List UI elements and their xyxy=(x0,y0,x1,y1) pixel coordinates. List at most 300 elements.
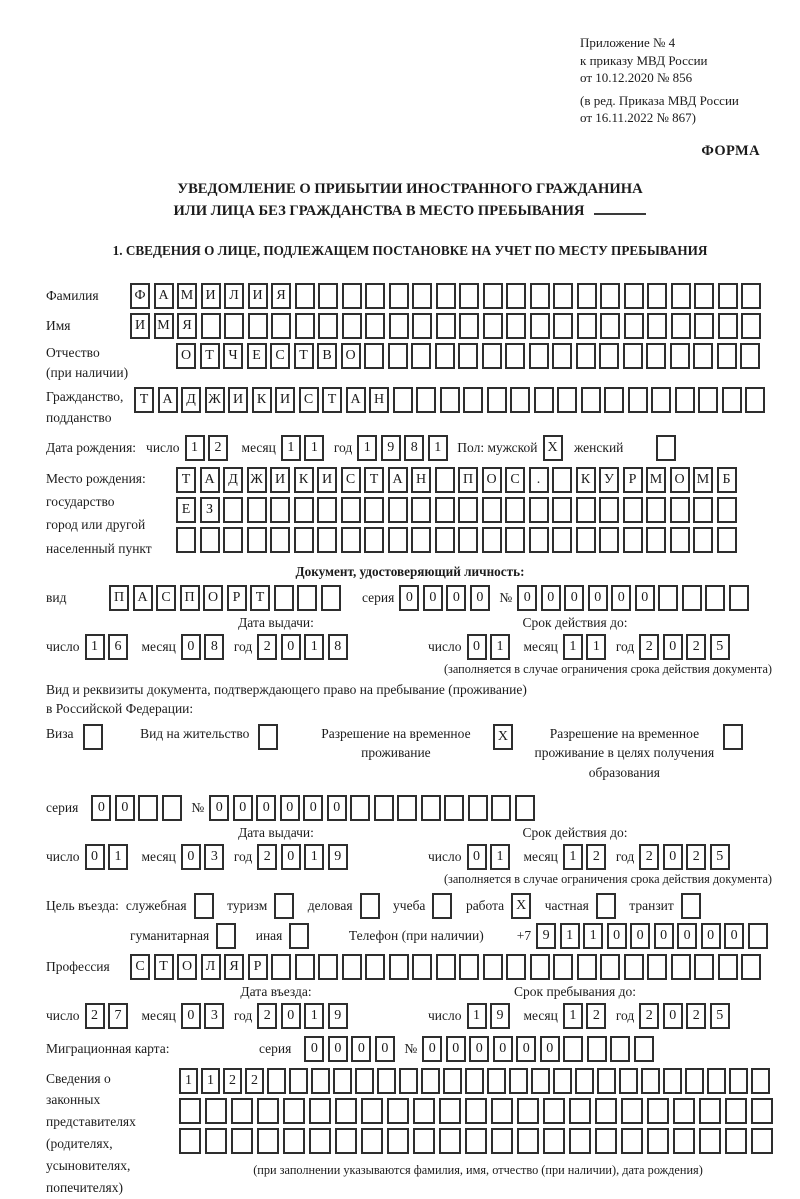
char-box[interactable] xyxy=(745,387,765,413)
char-box[interactable] xyxy=(621,1098,643,1124)
char-box[interactable]: А xyxy=(154,283,174,309)
char-box[interactable]: А xyxy=(200,467,220,493)
char-box[interactable] xyxy=(201,313,221,339)
char-box[interactable] xyxy=(364,527,384,553)
char-box[interactable]: 0 xyxy=(327,795,347,821)
char-box[interactable] xyxy=(597,1068,616,1094)
char-box[interactable]: С xyxy=(270,343,290,369)
char-box[interactable] xyxy=(751,1128,773,1154)
char-box[interactable] xyxy=(309,1128,331,1154)
char-box[interactable]: 0 xyxy=(607,923,627,949)
char-box[interactable] xyxy=(468,795,488,821)
char-box[interactable]: Р xyxy=(227,585,247,611)
char-box[interactable]: Т xyxy=(364,467,384,493)
char-box[interactable]: 1 xyxy=(428,435,448,461)
char-box[interactable] xyxy=(267,1068,286,1094)
char-box[interactable]: 1 xyxy=(108,844,128,870)
char-box[interactable] xyxy=(311,1068,330,1094)
char-box[interactable] xyxy=(318,313,338,339)
char-box[interactable]: Т xyxy=(294,343,314,369)
char-box[interactable] xyxy=(740,343,760,369)
tourism-checkbox[interactable] xyxy=(274,893,294,919)
char-box[interactable]: 1 xyxy=(281,435,301,461)
char-box[interactable] xyxy=(599,497,619,523)
char-box[interactable]: М xyxy=(154,313,174,339)
char-box[interactable] xyxy=(600,283,620,309)
char-box[interactable]: 0 xyxy=(446,1036,466,1062)
char-box[interactable]: 0 xyxy=(281,1003,301,1029)
char-box[interactable]: 1 xyxy=(85,634,105,660)
study-checkbox[interactable] xyxy=(432,893,452,919)
char-box[interactable] xyxy=(569,1098,591,1124)
char-box[interactable] xyxy=(599,527,619,553)
char-box[interactable] xyxy=(439,1098,461,1124)
char-box[interactable]: 2 xyxy=(586,1003,606,1029)
char-box[interactable]: С xyxy=(156,585,176,611)
char-box[interactable]: 0 xyxy=(91,795,111,821)
char-box[interactable] xyxy=(671,954,691,980)
char-box[interactable]: Т xyxy=(154,954,174,980)
char-box[interactable]: Р xyxy=(248,954,268,980)
work-checkbox[interactable]: X xyxy=(511,893,531,919)
char-box[interactable] xyxy=(435,343,455,369)
char-box[interactable]: 0 xyxy=(654,923,674,949)
char-box[interactable]: 0 xyxy=(663,1003,683,1029)
char-box[interactable] xyxy=(658,585,678,611)
char-box[interactable] xyxy=(435,527,455,553)
char-box[interactable] xyxy=(557,387,577,413)
char-box[interactable]: О xyxy=(670,467,690,493)
char-box[interactable]: И xyxy=(201,283,221,309)
char-box[interactable] xyxy=(412,283,432,309)
char-box[interactable] xyxy=(389,954,409,980)
char-box[interactable]: 8 xyxy=(404,435,424,461)
char-box[interactable] xyxy=(412,954,432,980)
char-box[interactable]: П xyxy=(458,467,478,493)
char-box[interactable] xyxy=(553,313,573,339)
char-box[interactable]: 0 xyxy=(588,585,608,611)
char-box[interactable] xyxy=(365,954,385,980)
char-box[interactable]: Е xyxy=(176,497,196,523)
char-box[interactable] xyxy=(482,343,502,369)
char-box[interactable]: 0 xyxy=(469,1036,489,1062)
char-box[interactable] xyxy=(388,497,408,523)
char-box[interactable] xyxy=(624,954,644,980)
char-box[interactable] xyxy=(619,1068,638,1094)
char-box[interactable]: И xyxy=(270,467,290,493)
char-box[interactable]: Л xyxy=(201,954,221,980)
char-box[interactable]: 0 xyxy=(517,585,537,611)
char-box[interactable] xyxy=(257,1128,279,1154)
char-box[interactable] xyxy=(223,497,243,523)
char-box[interactable]: П xyxy=(109,585,129,611)
char-box[interactable] xyxy=(748,923,768,949)
char-box[interactable] xyxy=(729,585,749,611)
char-box[interactable] xyxy=(247,527,267,553)
female-checkbox[interactable] xyxy=(656,435,676,461)
char-box[interactable] xyxy=(342,283,362,309)
char-box[interactable] xyxy=(365,283,385,309)
char-box[interactable]: Я xyxy=(271,283,291,309)
char-box[interactable] xyxy=(595,1128,617,1154)
char-box[interactable]: 2 xyxy=(686,634,706,660)
humanitarian-checkbox[interactable] xyxy=(216,923,236,949)
char-box[interactable] xyxy=(459,313,479,339)
char-box[interactable] xyxy=(576,497,596,523)
char-box[interactable] xyxy=(483,313,503,339)
char-box[interactable] xyxy=(670,527,690,553)
char-box[interactable]: 1 xyxy=(563,844,583,870)
char-box[interactable]: Ж xyxy=(205,387,225,413)
char-box[interactable] xyxy=(271,313,291,339)
char-box[interactable]: 2 xyxy=(85,1003,105,1029)
char-box[interactable] xyxy=(670,343,690,369)
char-box[interactable] xyxy=(283,1098,305,1124)
char-box[interactable] xyxy=(673,1128,695,1154)
char-box[interactable] xyxy=(693,527,713,553)
char-box[interactable]: 1 xyxy=(357,435,377,461)
char-box[interactable]: И xyxy=(228,387,248,413)
char-box[interactable] xyxy=(741,954,761,980)
char-box[interactable] xyxy=(355,1068,374,1094)
char-box[interactable]: 0 xyxy=(375,1036,395,1062)
char-box[interactable]: 9 xyxy=(536,923,556,949)
char-box[interactable]: Я xyxy=(177,313,197,339)
char-box[interactable] xyxy=(552,497,572,523)
char-box[interactable]: П xyxy=(180,585,200,611)
char-box[interactable] xyxy=(577,954,597,980)
char-box[interactable] xyxy=(505,497,525,523)
char-box[interactable]: 2 xyxy=(686,844,706,870)
char-box[interactable]: Ж xyxy=(247,467,267,493)
char-box[interactable]: 0 xyxy=(540,1036,560,1062)
char-box[interactable]: 0 xyxy=(304,1036,324,1062)
char-box[interactable] xyxy=(231,1128,253,1154)
char-box[interactable]: Д xyxy=(223,467,243,493)
char-box[interactable] xyxy=(646,497,666,523)
char-box[interactable] xyxy=(459,954,479,980)
char-box[interactable] xyxy=(364,343,384,369)
char-box[interactable]: 0 xyxy=(611,585,631,611)
char-box[interactable] xyxy=(274,585,294,611)
char-box[interactable] xyxy=(552,527,572,553)
edu-residence-checkbox[interactable] xyxy=(723,724,743,750)
char-box[interactable] xyxy=(248,313,268,339)
private-checkbox[interactable] xyxy=(596,893,616,919)
char-box[interactable] xyxy=(458,343,478,369)
char-box[interactable] xyxy=(443,1068,462,1094)
char-box[interactable] xyxy=(722,387,742,413)
char-box[interactable]: Т xyxy=(200,343,220,369)
char-box[interactable] xyxy=(553,954,573,980)
char-box[interactable]: 2 xyxy=(639,844,659,870)
char-box[interactable] xyxy=(361,1128,383,1154)
char-box[interactable]: 2 xyxy=(223,1068,242,1094)
char-box[interactable]: 1 xyxy=(490,844,510,870)
char-box[interactable] xyxy=(741,283,761,309)
char-box[interactable] xyxy=(439,1128,461,1154)
char-box[interactable] xyxy=(421,1068,440,1094)
char-box[interactable] xyxy=(506,283,526,309)
char-box[interactable]: 1 xyxy=(560,923,580,949)
char-box[interactable] xyxy=(411,497,431,523)
char-box[interactable] xyxy=(543,1098,565,1124)
char-box[interactable]: 2 xyxy=(257,844,277,870)
char-box[interactable] xyxy=(399,1068,418,1094)
char-box[interactable] xyxy=(718,313,738,339)
char-box[interactable] xyxy=(505,343,525,369)
char-box[interactable]: Ч xyxy=(223,343,243,369)
char-box[interactable] xyxy=(698,387,718,413)
char-box[interactable] xyxy=(641,1068,660,1094)
char-box[interactable]: 0 xyxy=(467,844,487,870)
char-box[interactable] xyxy=(176,527,196,553)
char-box[interactable] xyxy=(699,1128,721,1154)
char-box[interactable] xyxy=(717,497,737,523)
char-box[interactable] xyxy=(411,343,431,369)
char-box[interactable] xyxy=(318,954,338,980)
char-box[interactable]: 1 xyxy=(490,634,510,660)
char-box[interactable] xyxy=(563,1036,583,1062)
char-box[interactable] xyxy=(670,497,690,523)
char-box[interactable]: 0 xyxy=(423,585,443,611)
char-box[interactable]: 0 xyxy=(663,634,683,660)
char-box[interactable] xyxy=(487,1068,506,1094)
char-box[interactable]: 9 xyxy=(381,435,401,461)
char-box[interactable]: И xyxy=(130,313,150,339)
char-box[interactable] xyxy=(459,283,479,309)
char-box[interactable]: 0 xyxy=(181,634,201,660)
char-box[interactable] xyxy=(671,313,691,339)
char-box[interactable]: 0 xyxy=(677,923,697,949)
char-box[interactable]: 0 xyxy=(281,634,301,660)
char-box[interactable]: 7 xyxy=(108,1003,128,1029)
char-box[interactable]: 9 xyxy=(328,844,348,870)
char-box[interactable] xyxy=(421,795,441,821)
char-box[interactable]: 8 xyxy=(204,634,224,660)
char-box[interactable] xyxy=(270,497,290,523)
char-box[interactable]: У xyxy=(599,467,619,493)
char-box[interactable]: 5 xyxy=(710,844,730,870)
char-box[interactable] xyxy=(599,343,619,369)
char-box[interactable]: 0 xyxy=(85,844,105,870)
char-box[interactable] xyxy=(515,795,535,821)
official-checkbox[interactable] xyxy=(194,893,214,919)
char-box[interactable]: 0 xyxy=(516,1036,536,1062)
char-box[interactable] xyxy=(397,795,417,821)
char-box[interactable]: 5 xyxy=(710,634,730,660)
char-box[interactable] xyxy=(569,1128,591,1154)
char-box[interactable]: Б xyxy=(717,467,737,493)
char-box[interactable]: 1 xyxy=(201,1068,220,1094)
char-box[interactable] xyxy=(465,1128,487,1154)
char-box[interactable] xyxy=(458,497,478,523)
char-box[interactable] xyxy=(361,1098,383,1124)
char-box[interactable] xyxy=(693,497,713,523)
char-box[interactable]: 1 xyxy=(586,634,606,660)
char-box[interactable]: 0 xyxy=(493,1036,513,1062)
char-box[interactable] xyxy=(295,954,315,980)
char-box[interactable] xyxy=(200,527,220,553)
char-box[interactable] xyxy=(412,313,432,339)
char-box[interactable]: 0 xyxy=(470,585,490,611)
char-box[interactable] xyxy=(365,313,385,339)
char-box[interactable] xyxy=(317,497,337,523)
char-box[interactable]: 6 xyxy=(108,634,128,660)
char-box[interactable]: А xyxy=(388,467,408,493)
char-box[interactable] xyxy=(530,954,550,980)
char-box[interactable]: 1 xyxy=(563,1003,583,1029)
char-box[interactable] xyxy=(647,954,667,980)
char-box[interactable]: 0 xyxy=(564,585,584,611)
char-box[interactable] xyxy=(389,283,409,309)
char-box[interactable] xyxy=(350,795,370,821)
male-checkbox[interactable]: X xyxy=(543,435,563,461)
char-box[interactable] xyxy=(623,497,643,523)
char-box[interactable]: Д xyxy=(181,387,201,413)
char-box[interactable]: 0 xyxy=(630,923,650,949)
char-box[interactable] xyxy=(309,1098,331,1124)
char-box[interactable]: Ф xyxy=(130,283,150,309)
char-box[interactable]: 2 xyxy=(208,435,228,461)
char-box[interactable] xyxy=(389,313,409,339)
char-box[interactable]: 3 xyxy=(204,1003,224,1029)
char-box[interactable] xyxy=(529,497,549,523)
char-box[interactable]: 5 xyxy=(710,1003,730,1029)
char-box[interactable]: 9 xyxy=(490,1003,510,1029)
char-box[interactable]: 0 xyxy=(233,795,253,821)
char-box[interactable] xyxy=(294,497,314,523)
char-box[interactable] xyxy=(628,387,648,413)
char-box[interactable] xyxy=(517,1128,539,1154)
temp-residence-checkbox[interactable]: X xyxy=(493,724,513,750)
char-box[interactable] xyxy=(577,283,597,309)
char-box[interactable] xyxy=(693,343,713,369)
char-box[interactable] xyxy=(543,1128,565,1154)
char-box[interactable]: В xyxy=(317,343,337,369)
char-box[interactable] xyxy=(458,527,478,553)
char-box[interactable] xyxy=(483,954,503,980)
char-box[interactable] xyxy=(552,343,572,369)
char-box[interactable] xyxy=(530,313,550,339)
char-box[interactable]: 3 xyxy=(204,844,224,870)
char-box[interactable]: 2 xyxy=(639,1003,659,1029)
char-box[interactable] xyxy=(205,1098,227,1124)
char-box[interactable] xyxy=(694,954,714,980)
char-box[interactable] xyxy=(647,1098,669,1124)
char-box[interactable]: . xyxy=(529,467,549,493)
char-box[interactable]: 0 xyxy=(115,795,135,821)
char-box[interactable]: Н xyxy=(411,467,431,493)
char-box[interactable] xyxy=(531,1068,550,1094)
char-box[interactable]: 1 xyxy=(467,1003,487,1029)
char-box[interactable] xyxy=(270,527,290,553)
char-box[interactable] xyxy=(297,585,317,611)
char-box[interactable] xyxy=(387,1098,409,1124)
char-box[interactable]: 0 xyxy=(724,923,744,949)
char-box[interactable] xyxy=(231,1098,253,1124)
char-box[interactable] xyxy=(634,1036,654,1062)
char-box[interactable]: 0 xyxy=(181,1003,201,1029)
char-box[interactable]: 2 xyxy=(245,1068,264,1094)
char-box[interactable] xyxy=(600,954,620,980)
char-box[interactable] xyxy=(465,1098,487,1124)
char-box[interactable]: 0 xyxy=(256,795,276,821)
char-box[interactable]: 0 xyxy=(541,585,561,611)
char-box[interactable] xyxy=(491,1098,513,1124)
char-box[interactable]: О xyxy=(203,585,223,611)
char-box[interactable]: О xyxy=(177,954,197,980)
char-box[interactable] xyxy=(482,527,502,553)
char-box[interactable] xyxy=(682,585,702,611)
char-box[interactable]: 1 xyxy=(304,844,324,870)
char-box[interactable] xyxy=(718,283,738,309)
char-box[interactable]: 0 xyxy=(351,1036,371,1062)
char-box[interactable] xyxy=(694,283,714,309)
char-box[interactable] xyxy=(647,1128,669,1154)
char-box[interactable] xyxy=(506,313,526,339)
char-box[interactable] xyxy=(413,1098,435,1124)
char-box[interactable]: К xyxy=(576,467,596,493)
char-box[interactable]: 2 xyxy=(586,844,606,870)
char-box[interactable]: 8 xyxy=(328,634,348,660)
char-box[interactable]: И xyxy=(248,283,268,309)
char-box[interactable] xyxy=(436,283,456,309)
char-box[interactable]: И xyxy=(317,467,337,493)
char-box[interactable] xyxy=(374,795,394,821)
char-box[interactable] xyxy=(530,283,550,309)
char-box[interactable] xyxy=(576,343,596,369)
char-box[interactable]: З xyxy=(200,497,220,523)
char-box[interactable]: С xyxy=(341,467,361,493)
char-box[interactable] xyxy=(651,387,671,413)
char-box[interactable] xyxy=(577,313,597,339)
char-box[interactable] xyxy=(575,1068,594,1094)
char-box[interactable]: К xyxy=(294,467,314,493)
char-box[interactable]: И xyxy=(275,387,295,413)
transit-checkbox[interactable] xyxy=(681,893,701,919)
char-box[interactable]: 1 xyxy=(185,435,205,461)
char-box[interactable] xyxy=(289,1068,308,1094)
char-box[interactable] xyxy=(623,343,643,369)
char-box[interactable] xyxy=(341,527,361,553)
residence-permit-checkbox[interactable] xyxy=(258,724,278,750)
char-box[interactable] xyxy=(413,1128,435,1154)
char-box[interactable] xyxy=(223,527,243,553)
char-box[interactable]: А xyxy=(158,387,178,413)
char-box[interactable] xyxy=(271,954,291,980)
char-box[interactable] xyxy=(318,283,338,309)
char-box[interactable] xyxy=(295,283,315,309)
char-box[interactable]: 0 xyxy=(399,585,419,611)
char-box[interactable] xyxy=(393,387,413,413)
char-box[interactable]: Л xyxy=(224,283,244,309)
char-box[interactable] xyxy=(342,954,362,980)
char-box[interactable] xyxy=(491,795,511,821)
char-box[interactable]: С xyxy=(299,387,319,413)
char-box[interactable] xyxy=(465,1068,484,1094)
char-box[interactable] xyxy=(179,1098,201,1124)
char-box[interactable] xyxy=(435,467,455,493)
char-box[interactable] xyxy=(444,795,464,821)
char-box[interactable]: 1 xyxy=(583,923,603,949)
char-box[interactable]: 0 xyxy=(701,923,721,949)
char-box[interactable]: Т xyxy=(250,585,270,611)
char-box[interactable] xyxy=(621,1128,643,1154)
char-box[interactable] xyxy=(517,1098,539,1124)
char-box[interactable]: Т xyxy=(322,387,342,413)
other-checkbox[interactable] xyxy=(289,923,309,949)
